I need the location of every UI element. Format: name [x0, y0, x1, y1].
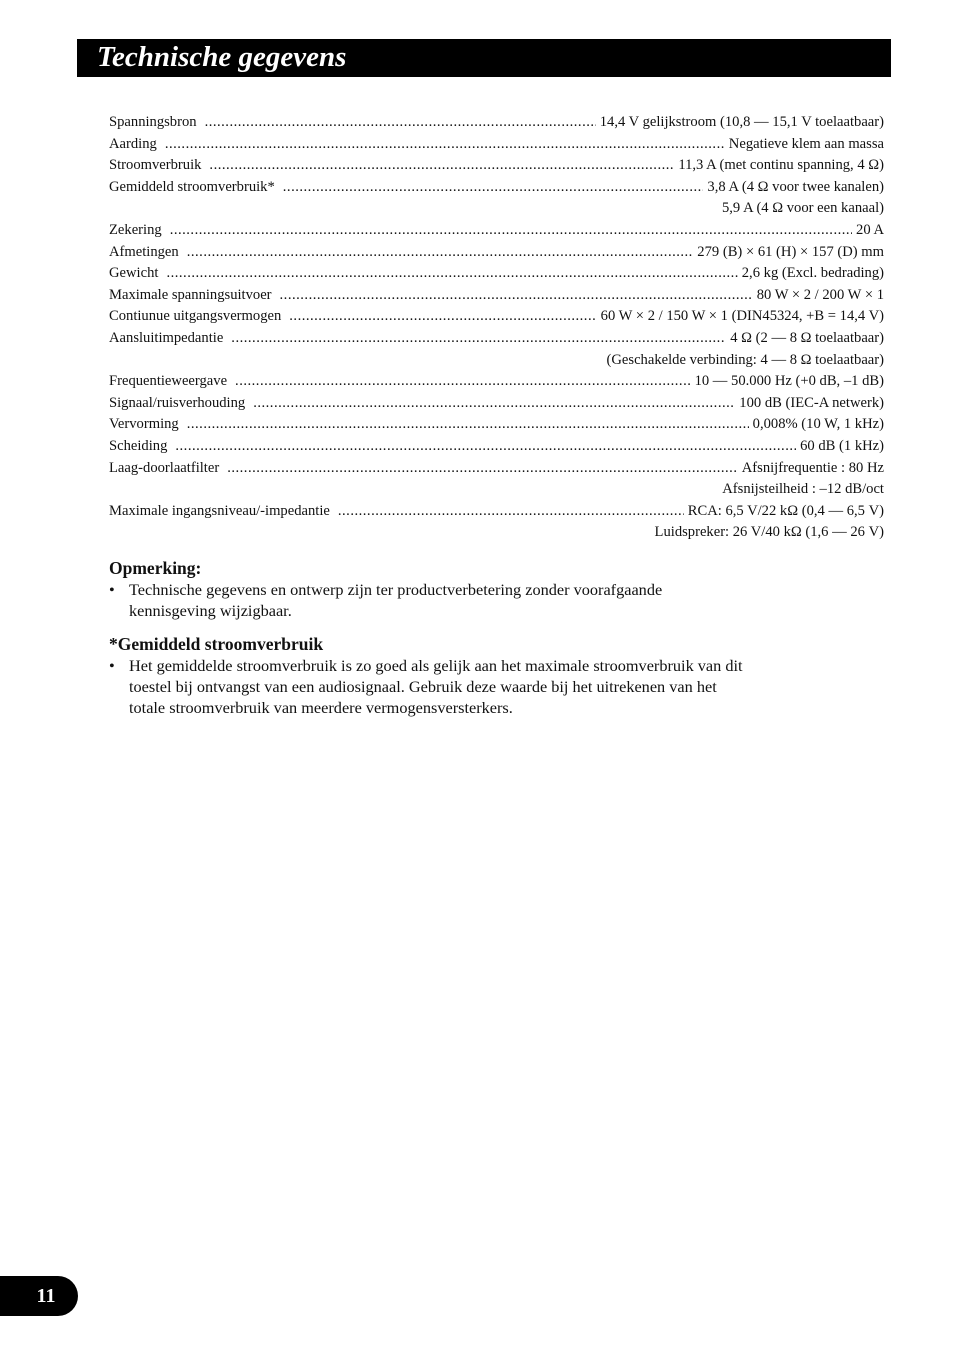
bullet-mark: •: [109, 580, 115, 599]
spec-value: 10 — 50.000 Hz (+0 dB, –1 dB): [694, 373, 884, 390]
note-heading: Opmerking:: [109, 558, 202, 578]
spec-value: RCA: 6,5 V/22 kΩ (0,4 — 6,5 V): [687, 502, 884, 519]
note-item: [109, 579, 749, 621]
spec-label: Gewicht: [109, 265, 159, 282]
spec-row: [109, 242, 884, 264]
dot-leader: [175, 436, 796, 458]
dot-leader: [289, 306, 596, 328]
dot-leader: [338, 501, 684, 523]
spec-row: [109, 155, 884, 177]
spec-value: 0,008% (10 W, 1 kHz): [752, 416, 884, 433]
spec-label: Signaal/ruisverhouding: [109, 394, 246, 411]
note-text: Technische gegevens en ontwerp zijn ter productverbetering zonder voorafgaande kennisgeving wijzigbaar.: [129, 580, 663, 620]
spec-row: [109, 393, 884, 415]
spec-row: [109, 134, 884, 156]
bullet-mark: •: [109, 656, 115, 675]
spec-value: Afsnijfrequentie : 80 Hz: [741, 459, 884, 476]
spec-label: Zekering: [109, 221, 162, 238]
footnote-text: Het gemiddelde stroomverbruik is zo goed als gelijk aan het maximale stroomverbruik van dit toestel bij ontvangst van een audiosignaal. Gebruik deze waarde bij het uitrekenen van het totale stroomverbruik van meerdere vermogensversterkers.: [129, 656, 743, 717]
footnote-heading: *Gemiddeld stroomverbruik: [109, 634, 324, 654]
spec-label: Frequentieweergave: [109, 373, 228, 390]
spec-value-continuation: 5,9 A (4 Ω voor een kanaal): [721, 200, 884, 217]
spec-value-continuation: Afsnijsteilheid : –12 dB/oct: [722, 481, 884, 498]
spec-value: 60 W × 2 / 150 W × 1 (DIN45324, +B = 14,4 V): [600, 308, 884, 325]
spec-value: 60 dB (1 kHz): [800, 437, 884, 454]
spec-row: [109, 371, 884, 393]
notes-section: [109, 557, 749, 718]
page-title: Technische gegevens: [97, 41, 347, 73]
dot-leader: [205, 112, 596, 134]
spec-label: Afmetingen: [109, 243, 179, 260]
spec-label: Maximale spanningsuitvoer: [109, 286, 272, 303]
spec-label: Aarding: [109, 135, 157, 152]
spec-row: [109, 220, 884, 242]
dot-leader: [227, 458, 738, 480]
spec-label: Spanningsbron: [109, 114, 197, 130]
spec-value: 2,6 kg (Excl. bedrading): [741, 265, 884, 282]
spec-row: [109, 458, 884, 480]
spec-value: 3,8 A (4 Ω voor twee kanalen): [707, 178, 884, 195]
spec-value: 100 dB (IEC-A netwerk): [739, 394, 884, 411]
spec-list: [109, 112, 884, 544]
dot-leader: [235, 371, 691, 393]
dot-leader: [187, 414, 749, 436]
spec-row: [109, 112, 884, 134]
spec-value: 14,4 V gelijkstroom (10,8 — 15,1 V toelaatbaar): [599, 114, 884, 130]
page-title-bar: [77, 39, 891, 77]
dot-leader: [170, 220, 852, 242]
spec-label: Gemiddeld stroomverbruik*: [109, 178, 275, 195]
spec-label: Aansluitimpedantie: [109, 329, 224, 346]
spec-value-continuation: Luidspreker: 26 V/40 kΩ (1,6 — 26 V): [654, 524, 884, 541]
spec-row: [109, 501, 884, 523]
footnote-item: [109, 655, 749, 718]
spec-label: Stroomverbruik: [109, 157, 202, 174]
spec-label: Maximale ingangsniveau/-impedantie: [109, 502, 330, 519]
spec-label: Vervorming: [109, 416, 179, 433]
spec-row: [109, 328, 884, 350]
spec-label: Laag-doorlaatfilter: [109, 459, 220, 476]
spec-value: 80 W × 2 / 200 W × 1: [756, 286, 884, 303]
spec-value: 4 Ω (2 — 8 Ω toelaatbaar): [730, 329, 884, 346]
spec-row: [109, 177, 884, 199]
spec-row: [109, 306, 884, 328]
dot-leader: [209, 155, 674, 177]
spec-value: 11,3 A (met continu spanning, 4 Ω): [678, 157, 884, 174]
spec-value: 279 (B) × 61 (H) × 157 (D) mm: [697, 243, 884, 260]
spec-row: [109, 436, 884, 458]
spec-value: 20 A: [856, 221, 884, 238]
spec-value-continuation: (Geschakelde verbinding: 4 — 8 Ω toelaatbaar): [606, 351, 884, 368]
spec-label: Scheiding: [109, 437, 168, 454]
dot-leader: [231, 328, 726, 350]
dot-leader: [187, 242, 694, 264]
spec-row: [109, 285, 884, 307]
dot-leader: [283, 177, 704, 199]
spec-row: [109, 414, 884, 436]
dot-leader: [165, 134, 725, 156]
dot-leader: [253, 393, 735, 415]
page-number: 11: [0, 1276, 78, 1316]
dot-leader: [166, 263, 737, 285]
spec-label: Contiunue uitgangsvermogen: [109, 308, 282, 325]
spec-row: [109, 263, 884, 285]
dot-leader: [280, 285, 753, 307]
spec-value: Negatieve klem aan massa: [728, 135, 884, 152]
